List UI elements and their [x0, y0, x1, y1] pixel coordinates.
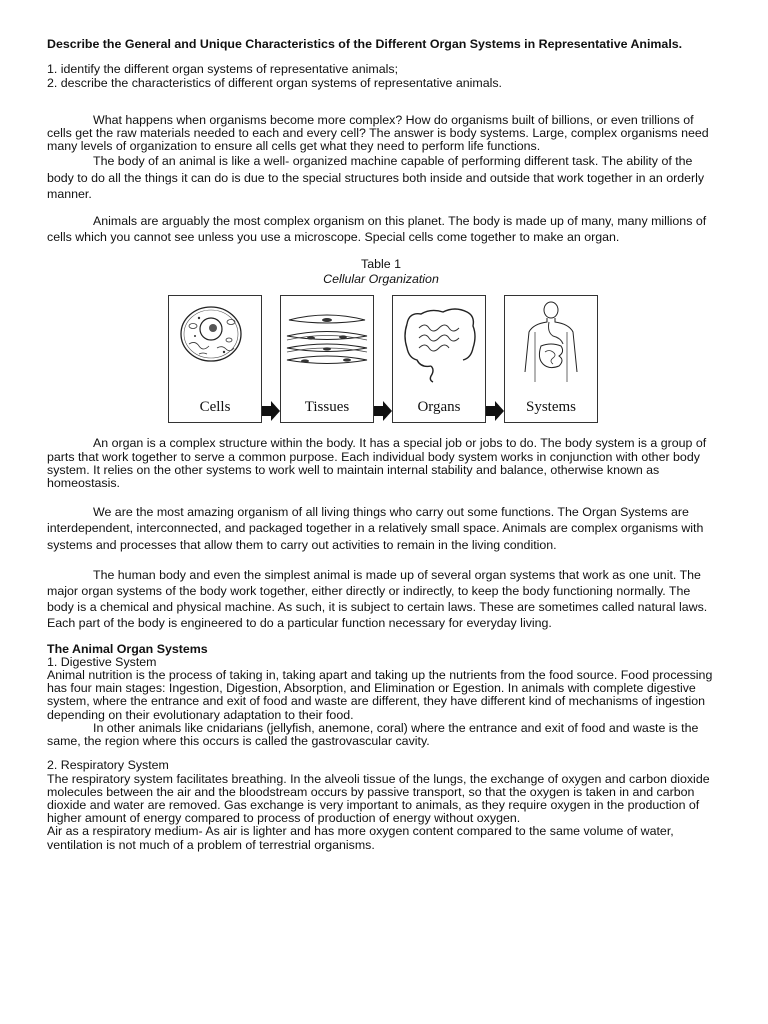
body-paragraph-3: The human body and even the simplest animal is made up of several organ systems that work as one unit. The major organ systems of the body work together, either directly or indirectly, to keep the body functioning normally. The body is a chemical and physical machine. As such, it is subject to certain laws. These are sometimes called natural laws. Each part of the body is engineered to do a particular function necessary for everyday living.	[47, 567, 708, 631]
table-number: Table 1	[361, 257, 401, 272]
digestive-text-2: In other animals like cnidarians (jellyfish, anemone, coral) where the entrance and exit of food and waste is the same, the region where this occurs is called the gastrovascular cavity.	[47, 720, 699, 749]
human-body-illustration	[505, 296, 597, 396]
intro-paragraph-3: Animals are arguably the most complex organism on this planet. The body is made up of many, many millions of cells which you cannot see unless you use a microscope. Special cells come together to make an organ.	[47, 214, 707, 245]
body-paragraph-1: An organ is a complex structure within the body. It has a special job or jobs to do. The body system is a group of parts that work together to serve a common purpose. Each individual body system works in conjunction with other body system. It relies on the other systems to work well to maintain internal stability and balance, otherwise known as homeostasis.	[47, 436, 707, 491]
respiratory-title: 2. Respiratory System	[47, 758, 169, 773]
panel-label-organs: Organs	[417, 399, 461, 416]
organs-panel	[392, 295, 486, 423]
tissues-panel	[280, 295, 374, 423]
body-paragraph-2: We are the most amazing organism of all living things who carry out some functions. The Organ Systems are interdependent, interconnected, and packaged together in a relatively small space. Animals are complex organisms with systems and processes that allow them to carry out activities to remain in the living condition.	[47, 505, 704, 552]
objective-item: 1. identify the different organ systems of representative animals;	[47, 62, 399, 77]
arrow-right-icon	[486, 401, 504, 421]
systems-panel	[504, 295, 598, 423]
digestive-title: 1. Digestive System	[47, 654, 157, 669]
section-heading: The Animal Organ Systems	[47, 641, 208, 656]
intro-paragraph-2: The body of an animal is like a well- organized machine capable of performing different task. The ability of the body to do all the things it can do is due to the special structures both inside and outside that work together in an orderly manner.	[47, 154, 705, 201]
panel-label-cells: Cells	[199, 399, 231, 416]
tissue-illustration	[281, 296, 373, 396]
intro-paragraph-1: What happens when organisms become more complex? How do organisms built of billions, or even trillions of cells get the raw materials needed to each and every cell? The answer is body systems. Large, complex organisms need many levels of organization to ensure all cells get what they need to perform life functions.	[47, 112, 709, 154]
panel-label-systems: Systems	[525, 399, 576, 416]
arrow-right-icon	[374, 401, 392, 421]
cells-panel	[168, 295, 262, 423]
respiratory-text-2: Air as a respiratory medium- As air is lighter and has more oxygen content compared to the same volume of water, ventilation is not much of a problem of terrestrial organisms.	[47, 824, 674, 852]
intestine-illustration	[393, 296, 485, 396]
arrow-right-icon	[262, 401, 280, 421]
cellular-organization-figure	[168, 295, 600, 423]
cell-illustration	[169, 296, 261, 396]
document-page	[47, 38, 715, 852]
objectives-list	[47, 63, 715, 89]
table-subtitle: Cellular Organization	[323, 272, 439, 287]
objective-item: 2. describe the characteristics of different organ systems of representative animals.	[47, 75, 502, 90]
table-caption	[47, 257, 715, 287]
digestive-text: Animal nutrition is the process of taking in, taking apart and taking up the nutrients from the food source. Food processing has four main stages: Ingestion, Digestion, Absorption, and Elimination or Egestion. In animals with complete digestive system, where the entrance and exit of food and waste are different, they have different kind of mechanisms of ingestion depending on their evolutionary adaptation to their food.	[47, 668, 713, 722]
document-title: Describe the General and Unique Characteristics of the Different Organ Systems in Representative Animals.	[47, 37, 683, 51]
respiratory-text: The respiratory system facilitates breathing. In the alveoli tissue of the lungs, the exchange of oxygen and carbon dioxide molecules between the air and the bloodstream occurs by passive transport, so that the oxygen is taken in and carbon dioxide and water are removed. Gas exchange is very important to animals, as they require oxygen in the production of higher amount of energy compared to process of production of energy without oxygen.	[47, 771, 710, 826]
panel-label-tissues: Tissues	[304, 399, 350, 416]
